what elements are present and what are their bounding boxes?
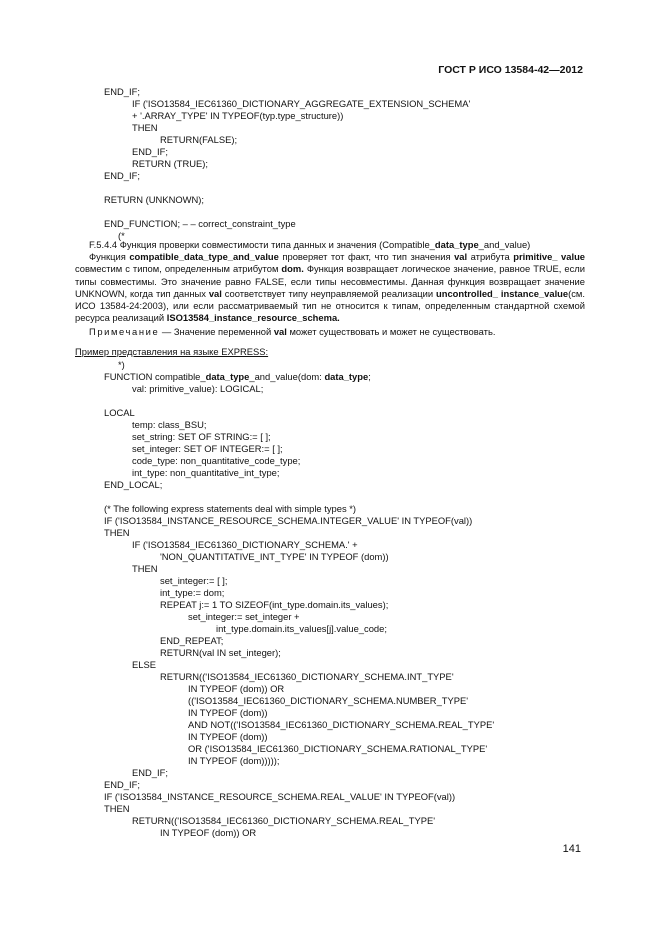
note-label: Примечание: [89, 326, 160, 337]
code-line: IN TYPEOF (dom)): [188, 707, 268, 718]
standard-header: ГОСТ Р ИСО 13584-42—2012: [438, 64, 583, 76]
code-line: *): [118, 359, 125, 370]
code-line: RETURN(val IN set_integer);: [160, 647, 281, 658]
code-line: FUNCTION compatible_data_type_and_value(dom: data_type;: [104, 371, 371, 382]
code-line: code_type: non_quantitative_code_type;: [132, 455, 301, 466]
code-line: RETURN (TRUE);: [132, 158, 209, 169]
code-line: THEN: [132, 563, 158, 574]
page-number: 141: [562, 843, 581, 855]
code-line: int_type:= dom;: [160, 587, 225, 598]
code-line: set_integer: SET OF INTEGER:= [ ];: [132, 443, 283, 454]
code-line: IF ('ISO13584_INSTANCE_RESOURCE_SCHEMA.INTEGER_VALUE' IN TYPEOF(val)): [104, 515, 473, 526]
code-line: val: primitive_value): LOGICAL;: [132, 383, 264, 394]
code-line: set_integer:= set_integer +: [188, 611, 300, 622]
code-line: IN TYPEOF (dom)): [188, 731, 268, 742]
code-line: OR ('ISO13584_IEC61360_DICTIONARY_SCHEMA.RATIONAL_TYPE': [188, 743, 488, 754]
code-line: LOCAL: [104, 407, 135, 418]
code-line: END_FUNCTION; – – correct_constraint_type: [104, 218, 296, 229]
code-line: IF ('ISO13584_INSTANCE_RESOURCE_SCHEMA.REAL_VALUE' IN TYPEOF(val)): [104, 791, 456, 802]
example-title: Пример представления на языке EXPRESS:: [75, 346, 269, 357]
code-line: (* The following express statements deal with simple types *): [104, 503, 357, 514]
code-line: IN TYPEOF (dom)) OR: [160, 827, 257, 838]
code-line: IN TYPEOF (dom)) OR: [188, 683, 285, 694]
code-line: RETURN (UNKNOWN);: [104, 194, 204, 205]
code-line: set_integer:= [ ];: [160, 575, 228, 586]
code-line: IF ('ISO13584_IEC61360_DICTIONARY_SCHEMA.' +: [132, 539, 358, 550]
code-line: int_type.domain.its_values[j].value_code;: [216, 623, 387, 634]
code-line: END_IF;: [104, 86, 140, 97]
code-line: END_LOCAL;: [104, 479, 163, 490]
description-paragraph: Функция compatible_data_type_and_value проверяет тот факт, что тип значения val атрибута primitive_ value совместим с типом, определенным атрибутом dom. Функция возвращает логическое значение, равное TRUE, если типы совместимы. Это значение равно FALSE, если типы несовместимы. Данная функция возвращает значение UNKNOWN, когда тип данных val соответствует типу неуправляемой реализации uncontrolled_ instance_value(см. ИСО 13584-24:2003), или если рассматриваемый тип не относится к типам, определенным стандартной схемой ресурса реализаций ISO13584_instance_resource_schema.: [75, 251, 586, 324]
code-line: RETURN(('ISO13584_IEC61360_DICTIONARY_SCHEMA.INT_TYPE': [160, 671, 454, 682]
code-line: int_type: non_quantitative_int_type;: [132, 467, 280, 478]
code-line: RETURN(('ISO13584_IEC61360_DICTIONARY_SCHEMA.REAL_TYPE': [132, 815, 435, 826]
code-line: (('ISO13584_IEC61360_DICTIONARY_SCHEMA.NUMBER_TYPE': [188, 695, 469, 706]
code-line: THEN: [104, 527, 130, 538]
code-line: AND NOT(('ISO13584_IEC61360_DICTIONARY_SCHEMA.REAL_TYPE': [188, 719, 495, 730]
code-line: END_IF;: [132, 146, 168, 157]
code-line: IN TYPEOF (dom)))));: [188, 755, 280, 766]
code-line: END_IF;: [104, 170, 140, 181]
code-line: END_IF;: [104, 779, 140, 790]
code-line: (*: [118, 230, 125, 241]
code-line: RETURN(FALSE);: [160, 134, 238, 145]
code-line: + '.ARRAY_TYPE' IN TYPEOF(typ.type_structure)): [132, 110, 344, 121]
section-title: F.5.4.4 Функция проверки совместимости типа данных и значения (Compatible_data_type_and_value): [89, 239, 531, 250]
note: Примечание — Значение переменной val может существовать и может не существовать.: [89, 326, 496, 337]
code-line: END_REPEAT;: [160, 635, 224, 646]
code-line: set_string: SET OF STRING:= [ ];: [132, 431, 271, 442]
code-line: IF ('ISO13584_IEC61360_DICTIONARY_AGGREGATE_EXTENSION_SCHEMA': [132, 98, 471, 109]
code-line: 'NON_QUANTITATIVE_INT_TYPE' IN TYPEOF (dom)): [160, 551, 389, 562]
code-line: temp: class_BSU;: [132, 419, 207, 430]
code-line: REPEAT j:= 1 TO SIZEOF(int_type.domain.its_values);: [160, 599, 389, 610]
code-line: ELSE: [132, 659, 156, 670]
code-line: END_IF;: [132, 767, 168, 778]
code-line: THEN: [132, 122, 158, 133]
code-line: THEN: [104, 803, 130, 814]
